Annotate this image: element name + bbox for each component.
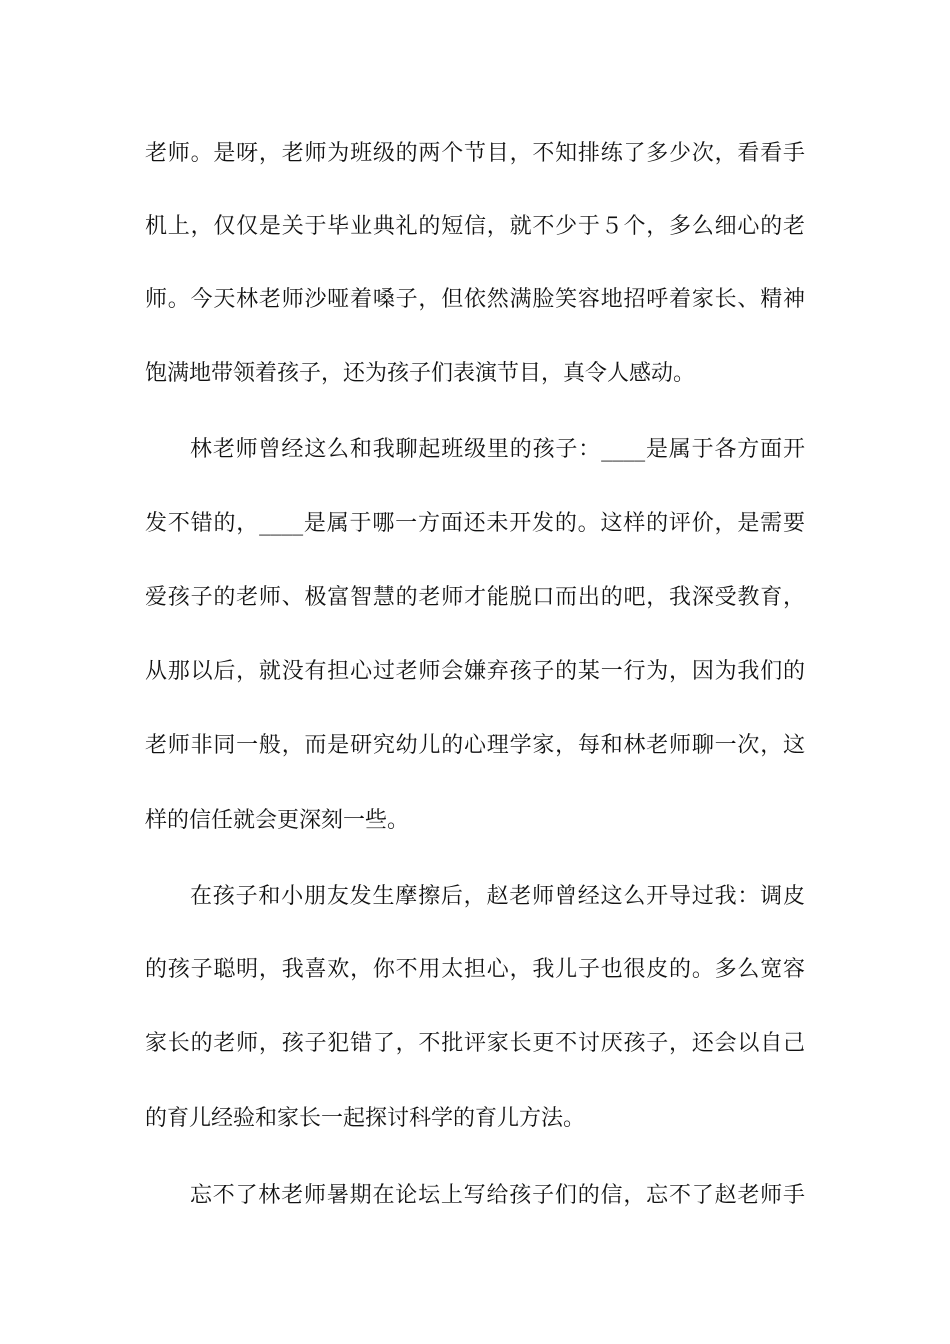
- text-line: 从那以后，就没有担心过老师会嫌弃孩子的某一行为，因为我们的: [145, 659, 805, 684]
- text-line: 师。今天林老师沙哑着嗓子，但依然满脸笑容地招呼着家长、精神: [145, 287, 805, 312]
- text-line: 家长的老师，孩子犯错了，不批评家长更不讨厌孩子，还会以自己: [145, 1031, 805, 1056]
- text-line: 样的信任就会更深刻一些。: [145, 808, 410, 833]
- text-line: 发不错的，____是属于哪一方面还未开发的。这样的评价，是需要: [145, 511, 805, 536]
- text-line: 忘不了林老师暑期在论坛上写给孩子们的信，忘不了赵老师手: [190, 1183, 805, 1208]
- text-line: 老师非同一般，而是研究幼儿的心理学家，每和林老师聊一次，这: [145, 733, 805, 758]
- text-line: 爱孩子的老师、极富智慧的老师才能脱口而出的吧，我深受教育，: [145, 585, 805, 610]
- text-line: 的孩子聪明，我喜欢，你不用太担心，我儿子也很皮的。多么宽容: [145, 957, 805, 982]
- text-line: 机上，仅仅是关于毕业典礼的短信，就不少于５个，多么细心的老: [145, 214, 805, 239]
- text-line: 林老师曾经这么和我聊起班级里的孩子：____是属于各方面开: [190, 437, 805, 462]
- text-line: 老师。是呀，老师为班级的两个节目，不知排练了多少次，看看手: [145, 141, 805, 166]
- text-line: 在孩子和小朋友发生摩擦后，赵老师曾经这么开导过我：调皮: [190, 884, 805, 909]
- text-line: 饱满地带领着孩子，还为孩子们表演节目，真令人感动。: [145, 361, 696, 386]
- text-line: 的育儿经验和家长一起探讨科学的育儿方法。: [145, 1106, 586, 1131]
